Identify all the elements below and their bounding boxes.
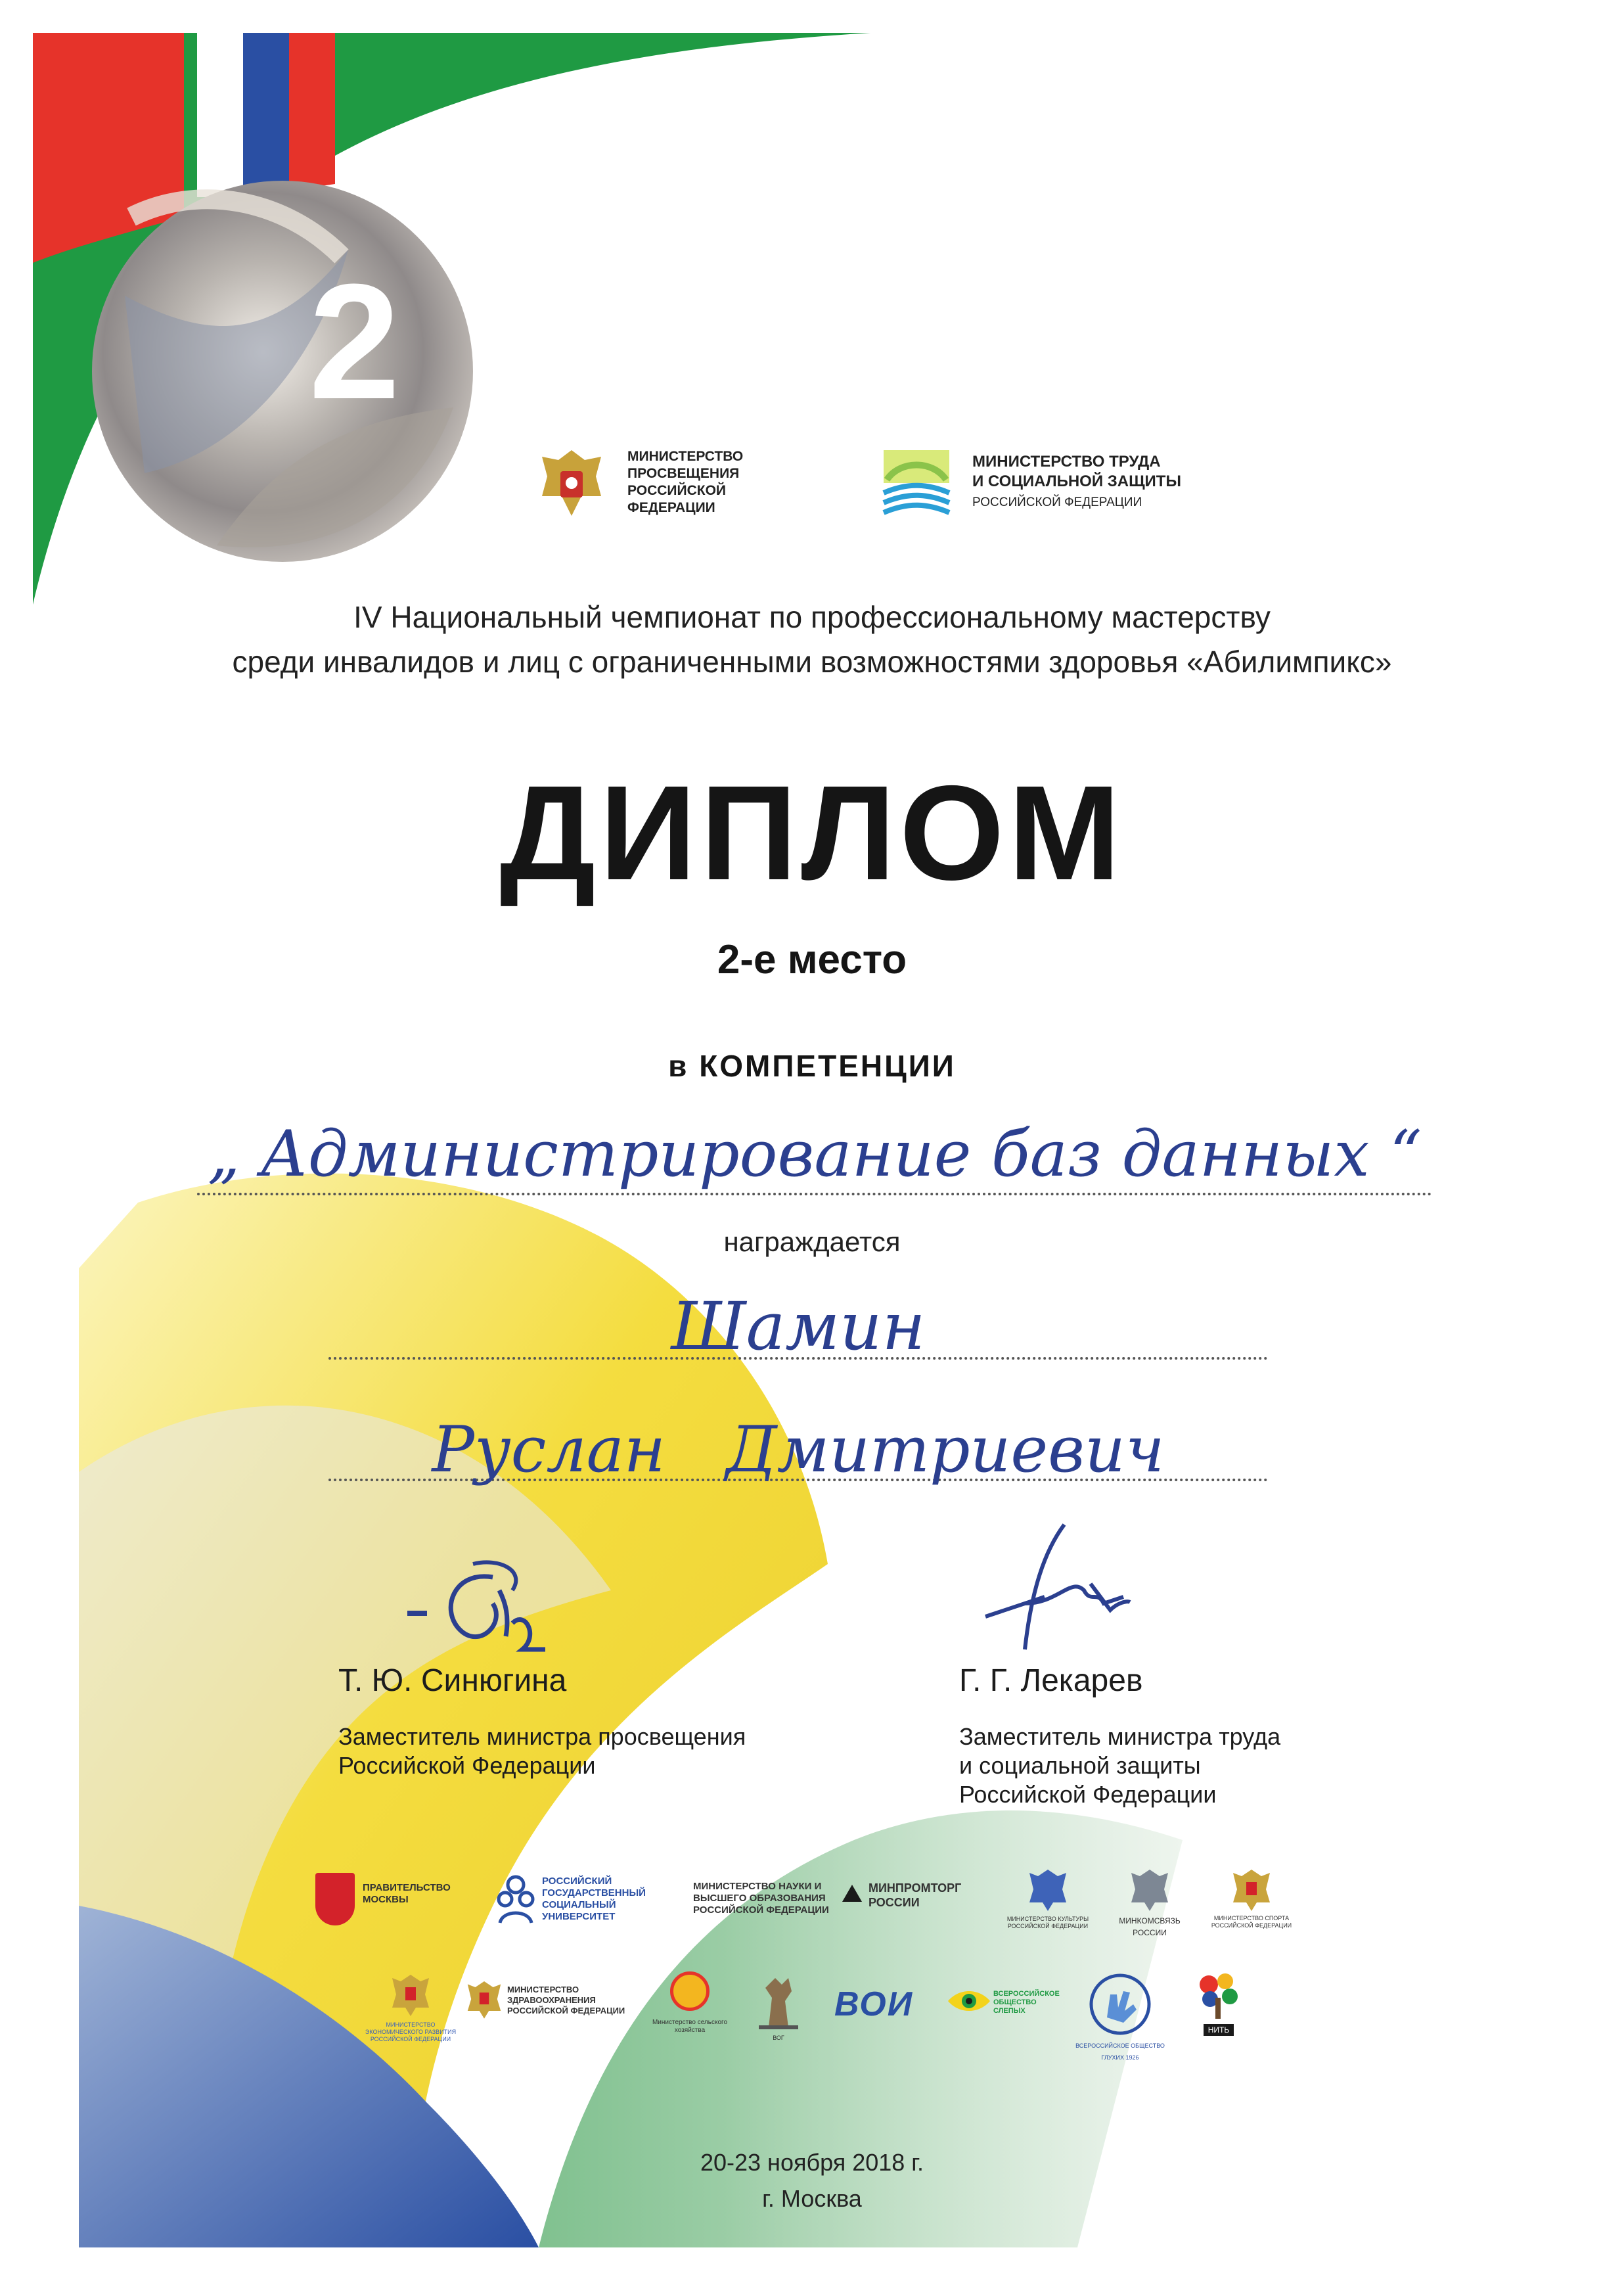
championship-title-line1: IV Национальный чемпионат по профессиональному мастерству [353, 600, 1271, 634]
nit-tree-icon [1196, 1971, 1242, 2024]
partner-logos-row-1: ПРАВИТЕЛЬСТВО МОСКВЫ РОССИЙСКИЙ ГОСУДАРСТВЕННЫЙ СОЦИАЛЬНЫЙ УНИВЕРСИТЕТ МИНИСТЕРСТВО НАУКИ И ВЫСШЕГО ОБРАЗОВАНИЯ РОССИЙСКОЙ ФЕДЕРАЦИИ МИНПРОМТОРГ РОССИИ МИНИСТЕРСТВО КУЛЬТУРЫ РОССИЙСКОЙ ФЕДЕРАЦИИ МИНКОМСВЯЗЬ РОССИИ МИНИСТЕРСТВО СПОРТА РОССИЙСКОЙ ФЕДЕРАЦИИ [315, 1866, 1301, 1958]
signatory-right [959, 1663, 1485, 1809]
event-city: г. Москва [762, 2185, 862, 2212]
eagle-health-icon [466, 1978, 502, 2020]
championship-title [0, 595, 1624, 684]
signature-lekarev [966, 1511, 1137, 1669]
place-label: 2-е место [717, 937, 907, 982]
eagle-economy-icon [391, 1971, 430, 2017]
signatory-left [338, 1663, 864, 1780]
signatory-left-role-2: Российской Федерации [338, 1752, 596, 1779]
eagle-gray-icon [1130, 1866, 1169, 1912]
ministry-labor-line2: И СОЦИАЛЬНОЙ ЗАЩИТЫ [972, 472, 1181, 490]
eagle-sport-icon [1232, 1866, 1271, 1912]
signatory-right-role-3: Российской Федерации [959, 1781, 1217, 1808]
ministry-labor-line1: МИНИСТЕРСТВО ТРУДА [972, 453, 1161, 471]
medal-number: 2 [309, 250, 401, 433]
agriculture-circle-icon [670, 1971, 710, 2011]
signature-sinyugina [394, 1551, 565, 1663]
eye-icon [946, 1985, 992, 2017]
diploma-heading: ДИПЛОМ [499, 758, 1125, 908]
eagle-blue-icon [1028, 1866, 1068, 1912]
logo-ministry-science: МИНИСТЕРСТВО НАУКИ И ВЫСШЕГО ОБРАЗОВАНИЯ РОССИЙСКОЙ ФЕДЕРАЦИИ [693, 1881, 829, 1916]
recipient-surname: Шамин [671, 1288, 926, 1365]
signatory-left-name: Т. Ю. Синюгина [338, 1663, 567, 1698]
competence-value: „ Администрирование баз данных “ [207, 1117, 1422, 1191]
championship-title-line2: среди инвалидов и лиц с ограниченными возможностями здоровья «Абилимпикс» [232, 645, 1392, 679]
competence-label: в КОМПЕТЕНЦИИ [668, 1049, 956, 1083]
signatory-left-role-1: Заместитель министра просвещения [338, 1723, 746, 1750]
minpromtorg-triangle-icon [841, 1883, 863, 1903]
coat-of-arms-icon [535, 444, 608, 522]
recipient-given-names: Руслан Дмитриевич [432, 1413, 1165, 1486]
competence-dotted-line [197, 1193, 1432, 1195]
signatory-right-name: Г. Г. Лекарев [959, 1663, 1143, 1698]
ministry-education-name: МИНИСТЕРСТВО ПРОСВЕЩЕНИЯ РОССИЙСКОЙ ФЕДЕРАЦИИ [627, 449, 744, 515]
awarded-label: награждается [723, 1226, 901, 1257]
moscow-shield-icon [315, 1873, 355, 1925]
event-dates: 20-23 ноября 2018 г. [700, 2149, 924, 2176]
hand-sign-icon [1084, 1971, 1156, 2037]
partner-logos-row-2: МИНИСТЕРСТВО ЭКОНОМИЧЕСКОГО РАЗВИТИЯ РОССИЙСКОЙ ФЕДЕРАЦИИ МИНИСТЕРСТВО ЗДРАВООХРАНЕНИЯ РОССИЙСКОЙ ФЕДЕРАЦИИ Министерство сельского хозяйства ВОГ ВОИ ВСЕРОССИЙСКОЕ ОБЩЕСТВО СЛЕПЫХ ВСЕРОССИЙСКОЕ ОБЩЕСТВО ГЛУХИХ 1926 НИТЬ [361, 1971, 1307, 2070]
rgsu-people-icon [496, 1873, 535, 1925]
signatory-right-role-2: и социальной защиты [959, 1752, 1201, 1779]
ministry-labor-logo [880, 447, 1222, 526]
sunrise-waves-icon [880, 447, 953, 519]
signatory-right-role-1: Заместитель министра труда [959, 1723, 1281, 1750]
ministry-labor-line3: РОССИЙСКОЙ ФЕДЕРАЦИИ [972, 495, 1142, 509]
medal-graphic [92, 181, 473, 562]
vog-statue-icon [756, 1971, 801, 2031]
ministry-education-logo [535, 440, 759, 526]
